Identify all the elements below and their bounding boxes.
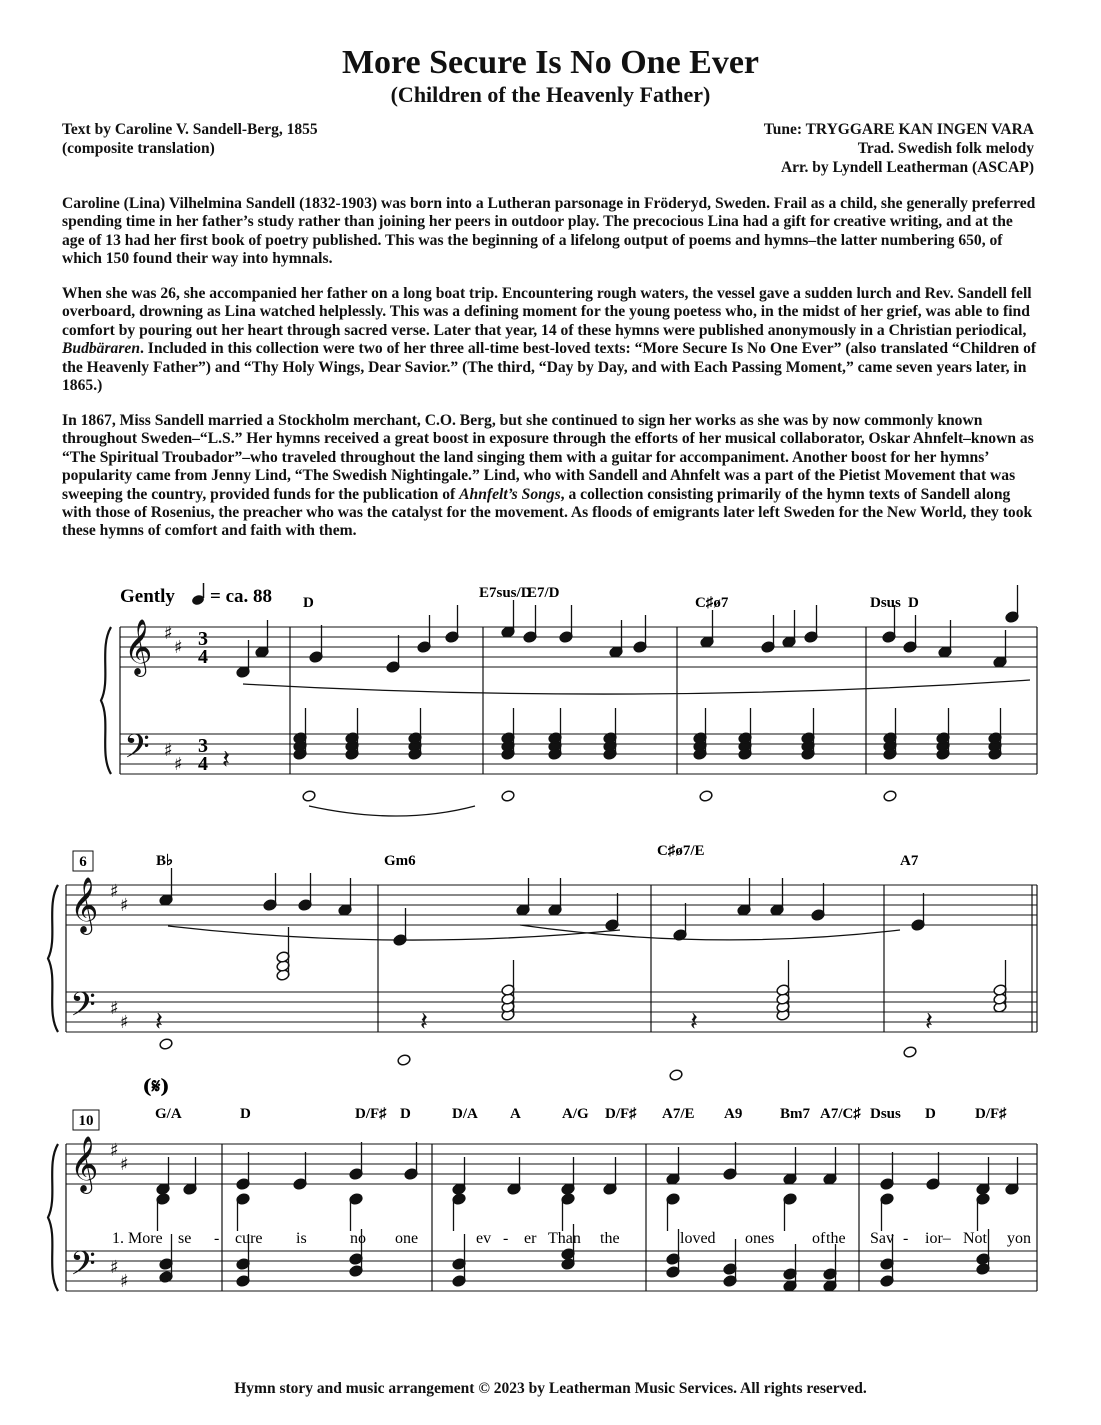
chord-symbol: A/G [562, 1106, 589, 1122]
lyric-syllable: yon [1007, 1230, 1031, 1247]
lyric-syllable: - [503, 1230, 509, 1247]
lyric-syllable: ev [476, 1230, 492, 1247]
key-sharp-icon: ♯ [164, 740, 173, 761]
lyric-syllable: - [903, 1230, 909, 1247]
lyric-syllable: - [214, 1230, 220, 1247]
story-italic-title: Ahnfelt’s Songs [459, 485, 561, 503]
bass-note [669, 1069, 683, 1082]
quarter-rest-icon: 𝄽 [222, 745, 230, 775]
chord-symbol: A7/C♯ [820, 1106, 861, 1122]
chord-symbol: D [400, 1106, 411, 1122]
quarter-rest-icon: 𝄽 [925, 1007, 933, 1037]
lyric-syllable: ones [745, 1230, 775, 1247]
lyric-syllable: 1. More [112, 1230, 163, 1247]
chord-symbol: A7 [900, 853, 919, 869]
key-sharp-icon: ♯ [120, 1012, 129, 1033]
quarter-rest-icon: 𝄽 [155, 1007, 163, 1037]
text-credit-line: (composite translation) [62, 140, 215, 157]
lyric-syllable: no [350, 1230, 366, 1247]
key-sharp-icon: ♯ [174, 754, 183, 775]
lyric-syllable: loved [680, 1230, 716, 1247]
lyric-syllable: of [812, 1230, 826, 1247]
page-subtitle: (Children of the Heavenly Father) [390, 82, 711, 107]
quarter-rest-icon: 𝄽 [420, 1007, 428, 1037]
chord-symbol: A [510, 1106, 521, 1122]
tune-credit-line: Trad. Swedish folk melody [857, 140, 1034, 157]
bass-clef-icon: 𝄢 [70, 1245, 96, 1291]
measure-number: 10 [78, 1113, 94, 1129]
chord-symbol: D [303, 595, 314, 611]
treble-clef-icon: 𝄞 [70, 1136, 99, 1192]
chord-symbol: D/A [452, 1106, 478, 1122]
key-sharp-icon: ♯ [110, 1257, 119, 1278]
tune-credit-line: Arr. by Lyndell Leatherman (ASCAP) [780, 159, 1034, 176]
story-text: . Included in this collection were two of her three all-time best-loved texts: “More Secure Is No One Ever” (also translated “Children of the Heavenly Father”) and “Thy Holy Wings, Dear Savior.” (The third, “Day by Day, and with Each Passing Moment,” came seven years later, in 1865.) [62, 340, 1037, 395]
lyric-syllable: ior– [925, 1230, 951, 1247]
chord-symbol: C♯ø7 [695, 595, 729, 611]
treble-clef-icon: 𝄞 [124, 619, 153, 675]
bass-note [501, 790, 515, 803]
treble-clef-icon: 𝄞 [70, 877, 99, 933]
tune-credit-line: Tune: TRYGGARE KAN INGEN VARA [763, 121, 1034, 138]
chord-symbol: B♭ [156, 853, 174, 869]
lyric-syllable: se [178, 1230, 192, 1247]
key-sharp-icon: ♯ [120, 1271, 129, 1292]
chord-symbol: G/A [155, 1106, 182, 1122]
story-paragraph-1: Caroline (Lina) Vilhelmina Sandell (1832-1903) was born into a Lutheran parsonage in Fröderyd, Sweden. Frail as a child, she generally preferred spending time in her father’s study rather than joining her peers in outdoor play. The precocious Lina had a gift for creative writing, and at the age of 13 had her first book of poetry published. This was the beginning of a lifelong output of poems and hymns–the latter numbering 650, of which 150 found their way into hymnals. [62, 195, 1036, 268]
time-signature-bottom: 4 [198, 753, 208, 775]
lyric-syllable: the [826, 1230, 846, 1247]
quarter-rest-icon: 𝄽 [690, 1007, 698, 1037]
chord-symbol: D [925, 1106, 936, 1122]
key-sharp-icon: ♯ [110, 1140, 119, 1161]
copyright-footer: Hymn story and music arrangement © 2023 by Leatherman Music Services. All rights reserved. [234, 1380, 867, 1397]
key-sharp-icon: ♯ [120, 1154, 129, 1175]
key-sharp-icon: ♯ [174, 637, 183, 658]
bass-note [159, 1038, 173, 1051]
bass-clef-icon: 𝄢 [70, 986, 96, 1032]
chord-symbol: Dsus [870, 595, 901, 611]
chord-symbol: Dsus [870, 1106, 901, 1122]
slur [520, 925, 900, 940]
story-text: , a collection consisting primarily of the hymn texts of Sandell along with those of Rosenius, the preacher who was the catalyst for the movement. As floods of emigrants later left Sweden for the New World, they took these hymns of comfort and faith with them. [62, 485, 1033, 540]
chord-symbol: A7/E [662, 1106, 695, 1122]
chord-symbol: D [240, 1106, 251, 1122]
chord-symbol: D/F♯ [605, 1106, 637, 1122]
lyric-syllable: cure [235, 1230, 263, 1247]
bass-note [397, 1054, 411, 1067]
chord-row [155, 1106, 1007, 1122]
tie [309, 806, 475, 816]
lyric-syllable: is [296, 1230, 307, 1247]
chord-symbol: Bm7 [780, 1106, 810, 1122]
page-title: More Secure Is No One Ever [341, 44, 760, 81]
chord-symbol: C♯ø7/E [657, 843, 705, 859]
bass-note [302, 790, 316, 803]
chord-symbol: A9 [724, 1106, 743, 1122]
bass-clef-icon: 𝄢 [124, 728, 150, 774]
lyric-syllable: Sav [870, 1230, 894, 1247]
tempo-value: = ca. 88 [210, 586, 273, 607]
chord-symbol: D [908, 595, 919, 611]
brace [48, 1144, 58, 1291]
key-sharp-icon: ♯ [110, 881, 119, 902]
staff-lines [48, 619, 1037, 1292]
time-signature-top: 3 [198, 735, 208, 757]
time-signature-bottom: 4 [198, 646, 208, 668]
chord-symbol: D/F♯ [975, 1106, 1007, 1122]
time-signature-top: 3 [198, 628, 208, 650]
text-credit-line: Text by Caroline V. Sandell-Berg, 1855 [62, 121, 318, 138]
chord-symbol: E7/D [527, 585, 560, 601]
bass-note [903, 1046, 917, 1059]
story-italic-title: Budbäraren [62, 340, 140, 358]
bass-note [699, 790, 713, 803]
chord-symbol: E7sus/D [479, 585, 532, 601]
story-text: In 1867, Miss Sandell married a Stockholm merchant, C.O. Berg, but she continued to sign her works as she was by now commonly known throughout Sweden–“L.S.” Her hymns received a great boost in exposure through the efforts of her musical collaborator, Oskar Ahnfelt–known as “The Spiritual Troubador”–who traveled throughout the land singing them with a guitar for accompaniment. Another boost for her hymns’ popularity came from Jenny Lind, “The Swedish Nightingale.” Lind, who with Sandell and Ahnfelt was a part of the Pietist Movement that was sweeping the country, provided funds for the publication of [62, 412, 1034, 503]
lyric-syllable: one [395, 1230, 419, 1247]
slur [243, 680, 1030, 694]
tempo-text: Gently [120, 586, 175, 607]
key-sharp-icon: ♯ [164, 623, 173, 644]
key-sharp-icon: ♯ [120, 895, 129, 916]
lyric-syllable: Than [548, 1230, 581, 1247]
notes [155, 585, 1030, 1292]
bass-note [883, 790, 897, 803]
key-sharp-icon: ♯ [110, 998, 119, 1019]
brace [48, 885, 58, 1032]
chord-symbol: Gm6 [384, 853, 416, 869]
story-text: When she was 26, she accompanied her father on a long boat trip. Encountering rough waters, the vessel gave a sudden lurch and Rev. Sandell fell overboard, drowning as Lina watched helplessly. This was a defining moment for the young poetess who, in the midst of her grief, was able to find comfort by pouring out her heart through sacred verse. Later that year, 14 of these hymns were published anonymously in a Christian periodical, [62, 285, 1032, 339]
lyric-syllable: the [600, 1230, 620, 1247]
chord-symbol: D/F♯ [355, 1106, 387, 1122]
brace [101, 627, 111, 774]
lyrics-line [112, 1230, 1031, 1247]
measure-number: 6 [79, 854, 87, 870]
lyric-syllable: Not [963, 1230, 987, 1247]
segno-sign: (𝄋) [142, 1074, 170, 1098]
lyric-syllable: er [524, 1230, 537, 1247]
slur [168, 926, 620, 940]
